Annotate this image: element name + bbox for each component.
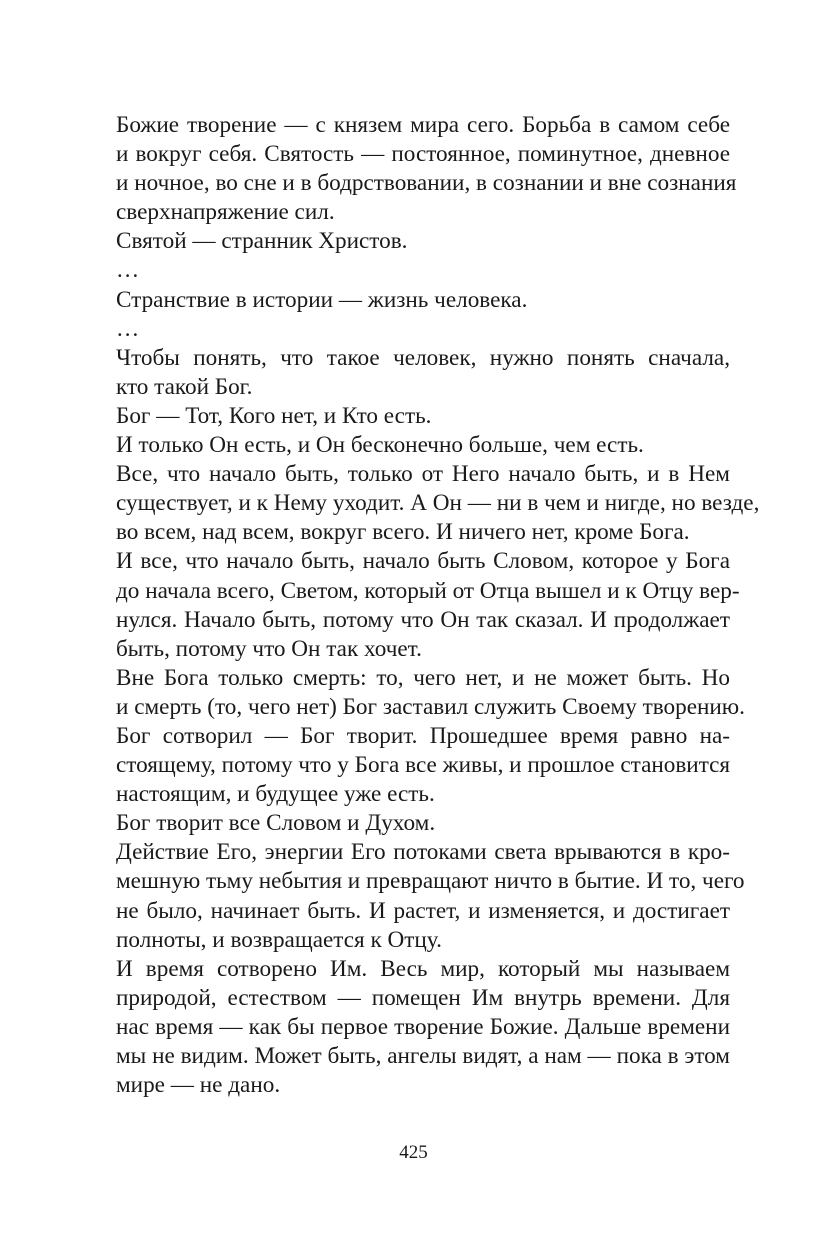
text-line: Вне Бога только смерть: то, чего нет, и не может быть. Но	[116, 664, 730, 691]
text-line: мире — не дано.	[116, 1072, 281, 1099]
text-line: сверхнапряжение сил.	[116, 199, 335, 226]
text-line: и смерть (то, чего нет) Бог заставил служить Своему творению.	[116, 693, 745, 720]
text-line: …	[116, 315, 140, 342]
text-line: настоящим, и будущее уже есть.	[116, 781, 435, 808]
text-line: нулся. Начало быть, потому что Он так сказал. И продолжает	[116, 606, 730, 633]
text-line: Святой — странник Христов.	[116, 228, 408, 255]
text-line: И только Он есть, и Он бесконечно больше, чем есть.	[116, 432, 644, 459]
text-line: нас время — как бы первое творение Божие. Дальше времени	[116, 1013, 730, 1040]
text-line: Бог сотворил — Бог творит. Прошедшее время равно на-	[116, 722, 730, 749]
text-line: Действие Его, энергии Его потоками света врываются в кро-	[116, 839, 730, 866]
body-text	[116, 111, 760, 1100]
text-line: И все, что начало быть, начало быть Словом, которое у Бога	[116, 548, 730, 575]
text-line: и ночное, во сне и в бодрствовании, в сознании и вне сознания	[116, 170, 737, 197]
text-line: …	[116, 257, 140, 284]
page-number: 425	[399, 1142, 428, 1163]
text-line: мешную тьму небытия и превращают ничто в бытие. И то, чего	[116, 868, 745, 895]
text-line: Бог — Тот, Кого нет, и Кто есть.	[116, 402, 432, 429]
text-line: и вокруг себя. Святость — постоянное, поминутное, дневное	[116, 141, 730, 168]
text-line: Чтобы понять, что такое человек, нужно понять сначала,	[116, 344, 730, 371]
text-line: природой, естеством — помещен Им внутрь времени. Для	[116, 984, 730, 1011]
text-line: не было, начинает быть. И растет, и изменяется, и достигает	[116, 897, 730, 924]
text-line: до начала всего, Светом, который от Отца вышел и к Отцу вер-	[116, 577, 740, 604]
text-line: Все, что начало быть, только от Него начало быть, и в Нем	[116, 461, 730, 488]
text-line: быть, потому что Он так хочет.	[116, 635, 422, 662]
text-line: существует, и к Нему уходит. А Он — ни в чем и нигде, но везде,	[116, 490, 760, 517]
text-line: Божие творение — с князем мира сего. Борьба в самом себе	[116, 112, 730, 138]
text-line: мы не видим. Может быть, ангелы видят, а нам — пока в этом	[116, 1043, 730, 1069]
text-line: И время сотворено Им. Весь мир, который мы называем	[116, 955, 730, 982]
text-line: стоящему, потому что у Бога все живы, и прошлое становится	[116, 752, 731, 779]
text-line: кто такой Бог.	[116, 373, 253, 400]
text-line: Бог творит все Словом и Духом.	[116, 810, 436, 837]
text-line: во всем, над всем, вокруг всего. И ничего нет, кроме Бога.	[116, 519, 690, 546]
text-line: полноты, и возвращается к Отцу.	[116, 926, 442, 953]
text-line: Странствие в истории — жизнь человека.	[116, 286, 528, 313]
